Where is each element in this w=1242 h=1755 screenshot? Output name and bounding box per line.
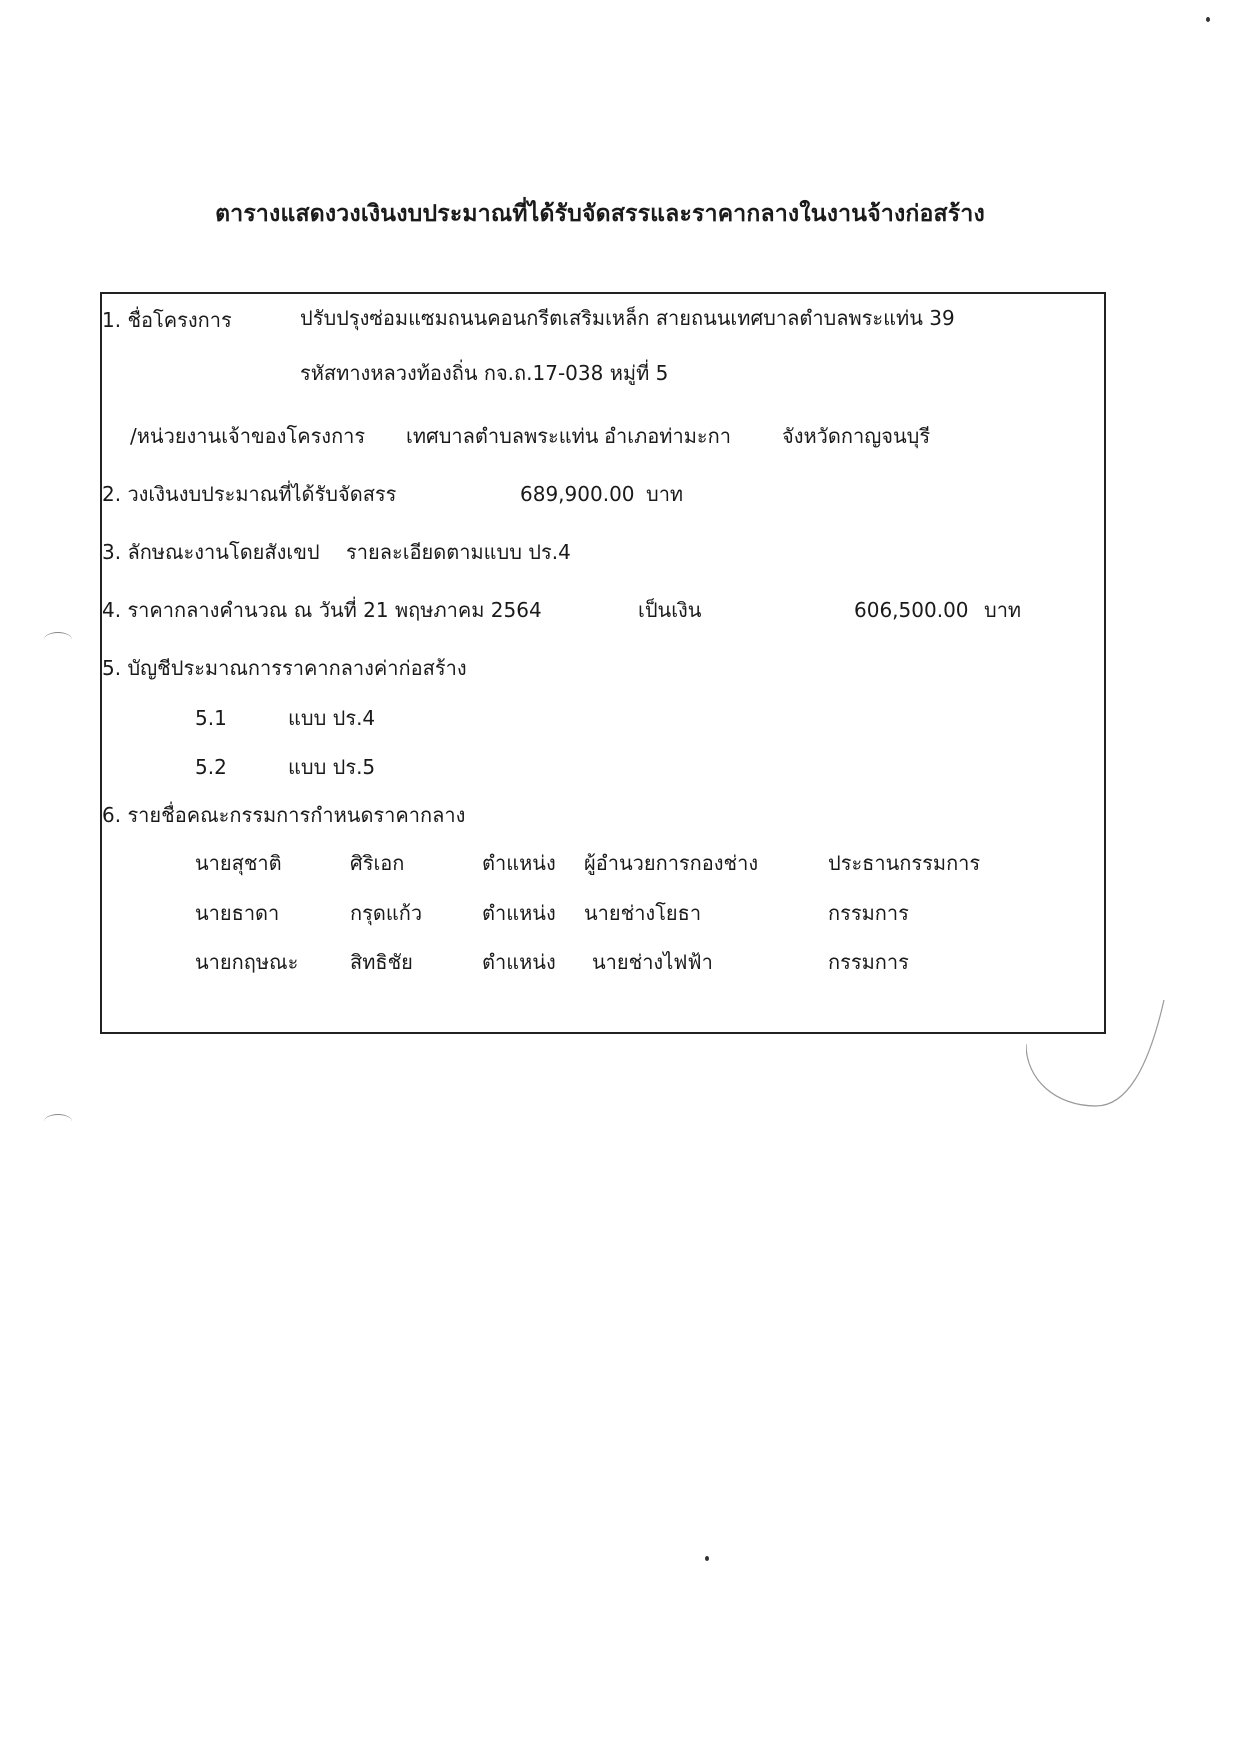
cost-subitem-text: แบบ ปร.4 [288,706,376,730]
project-name-line1: ปรับปรุงซ่อมแซมถนนคอนกรีตเสริมเหล็ก สายถนนเทศบาลตำบลพระแท่น 39 [300,306,955,330]
member-role: ประธานกรรมการ [828,851,981,875]
median-price-label: 4. ราคากลางคำนวณ ณ วันที่ 21 พฤษภาคม 2564 [102,598,542,622]
work-summary-detail: รายละเอียดตามแบบ ปร.4 [346,540,571,564]
work-summary-label: 3. ลักษณะงานโดยสังเขป [102,540,320,564]
agency-municipality: เทศบาลตำบลพระแท่น [406,424,599,448]
budget-label: 2. วงเงินงบประมาณที่ได้รับจัดสรร [102,482,397,506]
project-name-label: 1. ชื่อโครงการ [102,308,232,332]
member-role: กรรมการ [828,901,909,925]
scan-speck [1206,17,1210,22]
budget-amount: 689,900.00 [520,482,635,506]
member-first-name: นายกฤษณะ [195,950,299,974]
agency-district: อำเภอท่ามะกา [604,424,731,448]
project-name-line2: รหัสทางหลวงท้องถิ่น กจ.ถ.17-038 หมู่ที่ 5 [300,361,669,385]
member-position: นายช่างไฟฟ้า [592,950,713,974]
cost-subitem-number: 5.1 [195,706,227,730]
member-last-name: สิทธิชัย [350,950,413,974]
pen-mark-curve [1026,1000,1166,1110]
member-position-label: ตำแหน่ง [482,950,556,974]
cost-subitem-number: 5.2 [195,755,227,779]
member-position-label: ตำแหน่ง [482,851,556,875]
median-price-unit: บาท [984,598,1022,622]
agency-label: /หน่วยงานเจ้าของโครงการ [130,424,366,448]
punch-hole-mark [44,1114,72,1129]
member-position: นายช่างโยธา [584,901,702,925]
document-title: ตารางแสดงวงเงินงบประมาณที่ได้รับจัดสรรและราคากลางในงานจ้างก่อสร้าง [215,201,985,227]
agency-province: จังหวัดกาญจนบุรี [782,424,931,448]
member-first-name: นายสุชาติ [195,851,282,875]
budget-unit: บาท [646,482,684,506]
member-position-label: ตำแหน่ง [482,901,556,925]
punch-hole-mark [44,632,72,647]
member-last-name: ศิริเอก [350,851,405,875]
member-position: ผู้อำนวยการกองช่าง [584,851,759,875]
cost-subitem-text: แบบ ปร.5 [288,755,376,779]
scan-speck [705,1556,709,1561]
committee-label: 6. รายชื่อคณะกรรมการกำหนดราคากลาง [102,803,466,827]
median-price-amount-label: เป็นเงิน [638,598,702,622]
member-first-name: นายธาดา [195,901,280,925]
member-role: กรรมการ [828,950,909,974]
member-last-name: กรุดแก้ว [350,901,423,925]
median-price-amount: 606,500.00 [854,598,969,622]
cost-estimate-label: 5. บัญชีประมาณการราคากลางค่าก่อสร้าง [102,656,467,680]
